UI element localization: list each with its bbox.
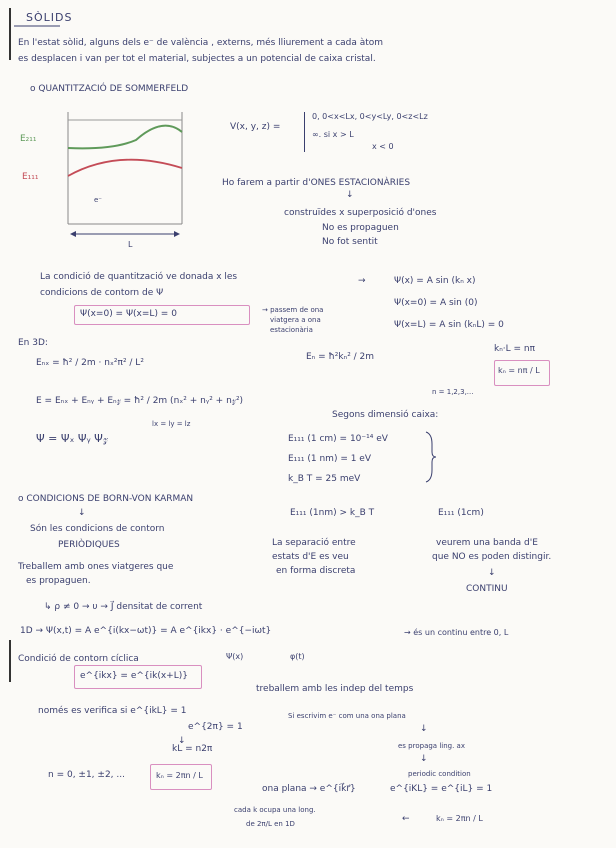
side-note-3: estacionària [270, 326, 313, 334]
potential-case-1: 0, 0<x<Lx, 0<y<Ly, 0<z<Lz [312, 112, 428, 121]
side-note-1: → passem de ona [262, 306, 324, 314]
en-formula: Eₙ = ħ²kₙ² / 2m [306, 352, 375, 362]
cyclic-condition: Condició de contorn cíclica [18, 654, 139, 664]
wave-1d: 1D → Ψ(x,t) = A e^{i(kx−ωt)} = A e^{ikx} · e^{−iωt} [20, 626, 272, 636]
potential-case-3: x < 0 [372, 142, 394, 151]
separation-2: estats d'E es veu [272, 552, 349, 562]
continuum-note: → és un continu entre 0, L [404, 628, 509, 637]
state-spacing-1: cada k ocupa una long. [234, 806, 316, 814]
right-brace [426, 432, 436, 482]
psi-at-l: Ψ(x=L) = A sin (kₙL) = 0 [394, 320, 504, 330]
quant-text-2: condicions de contorn de Ψ [40, 288, 164, 298]
potential-brace [304, 112, 305, 152]
plane-wave: ona plana → e^{ik⃗r⃗} [262, 784, 356, 794]
quant-text-1: La condició de quantització ve donada x les [40, 272, 238, 282]
potential-well-diagram [18, 108, 178, 238]
band-arrow: ↓ [488, 568, 496, 578]
well-length-label: L [128, 240, 133, 249]
sommerfeld-heading: o QUANTITZACIÓ DE SOMMERFELD [30, 84, 189, 94]
no-propagate-note: No es propaguen [322, 223, 399, 233]
travel-line-2: es propaguen. [26, 576, 91, 586]
thermal-energy: k_B T = 25 meV [288, 474, 361, 484]
kl-condition: kL = n2π [172, 744, 213, 754]
energy-lower-label: E₁₁₁ [22, 172, 39, 182]
right-arrow-1: ↓ [420, 724, 428, 734]
psi-at-zero: Ψ(x=0) = A sin (0) [394, 298, 478, 308]
periodic-condition-note: periodic condition [408, 770, 471, 778]
energy-1cm: E₁₁₁ (1 cm) = 10⁻¹⁴ eV [288, 434, 388, 444]
energy-1cm-b: E₁₁₁ (1cm) [438, 508, 484, 518]
bvk-arrow: ↓ [78, 508, 86, 518]
psi-product: Ψ = Ψₓ Ψᵧ Ψ𝓏 [36, 432, 108, 445]
left-arrow: ← [402, 814, 410, 824]
boundary-condition: Ψ(x=0) = Ψ(x=L) = 0 [80, 309, 177, 319]
intro-line-1: En l'estat sòlid, alguns dels e⁻ de valència , externs, més lliurement a cada àtom [18, 38, 384, 48]
time-indep-note: treballem amb les indep del temps [256, 684, 414, 694]
psi-general: Ψ(x) = A sin (kₙ x) [394, 276, 476, 286]
right-arrow-2: ↓ [420, 754, 428, 764]
energy-upper-label: E₂₁₁ [20, 134, 37, 144]
plane-wave-note: Si escrivim e⁻ com una ona plana [288, 712, 406, 720]
margin-rule-2 [9, 640, 11, 682]
kn-value: kₙ = nπ / L [498, 366, 540, 375]
intro-line-2: es desplacen i van per tot el material, subjectes a un potencial de caixa cristal. [18, 54, 376, 64]
energy-1nm: E₁₁₁ (1 nm) = 1 eV [288, 454, 371, 464]
box-size-title: Segons dimensió caixa: [332, 410, 439, 420]
enx-formula: Eₙₓ = ħ² / 2m · nₓ²π² / L² [36, 358, 144, 368]
current-density: ↳ ρ ≠ 0 → υ → J⃗ densitat de corrent [44, 602, 203, 612]
band-1: veurem una banda d'E [436, 538, 538, 548]
travel-line-1: Treballem amb ones viatgeres que [18, 562, 174, 572]
periodic-line-1: Són les condicions de contorn [30, 524, 165, 534]
superposition-note: construïdes x superposició d'ones [284, 208, 437, 218]
potential-lhs: V(x, y, z) = [230, 122, 281, 132]
total-energy-formula: E = Eₙₓ + Eₙᵧ + Eₙ𝓏 = ħ² / 2m (nₓ² + nᵧ² + n𝓏²) [36, 396, 244, 406]
band-continuum: CONTINU [466, 584, 508, 594]
stationary-waves-note: Ho farem a partir d'ONES ESTACIONÀRIES [222, 178, 411, 188]
verifies-condition: només es verifica si e^{ikL} = 1 [38, 706, 187, 716]
n-values: n = 1,2,3,... [432, 388, 474, 396]
state-spacing-2: de 2π/L en 1D [246, 820, 295, 828]
separation-3: en forma discreta [276, 566, 356, 576]
arrow-down: ↓ [346, 190, 354, 200]
electron-label: e⁻ [94, 196, 103, 204]
equal-lengths: lx = ly = lz [152, 420, 191, 428]
kn-condition: kₙ·L = nπ [494, 344, 536, 354]
kn-periodic: kₙ = 2πn / L [156, 771, 203, 780]
n-range: n = 0, ±1, ±2, ... [48, 770, 125, 780]
arrow-2: ↓ [178, 736, 186, 746]
psi-x-label: Ψ(x) [226, 652, 244, 661]
page-title: SÒLIDS [26, 11, 73, 24]
bvk-heading: o CONDICIONS DE BORN-VON KARMAN [18, 494, 194, 504]
band-2: que NO es poden distingir. [432, 552, 552, 562]
exp-ikl: e^{iKL} = e^{iL} = 1 [390, 784, 493, 794]
no-sense-note: No fot sentit [322, 237, 378, 247]
quant-arrow: → [358, 276, 366, 286]
kn-final: kₙ = 2πn / L [436, 814, 483, 823]
periodic-line-2: PERIÒDIQUES [58, 540, 120, 550]
phi-t-label: φ(t) [290, 652, 305, 661]
three-d-label: En 3D: [18, 338, 48, 348]
cyclic-formula: e^{ikx} = e^{ik(x+L)} [80, 671, 188, 681]
propagates-note: es propaga ling. ax [398, 742, 465, 750]
energy-comparison: E₁₁₁ (1nm) > k_B T [290, 508, 375, 518]
exp-2pi: e^{2π} = 1 [188, 722, 243, 732]
separation-1: La separació entre [272, 538, 356, 548]
potential-case-2: ∞. si x > L [312, 130, 354, 139]
side-note-2: viatgera a ona [270, 316, 321, 324]
